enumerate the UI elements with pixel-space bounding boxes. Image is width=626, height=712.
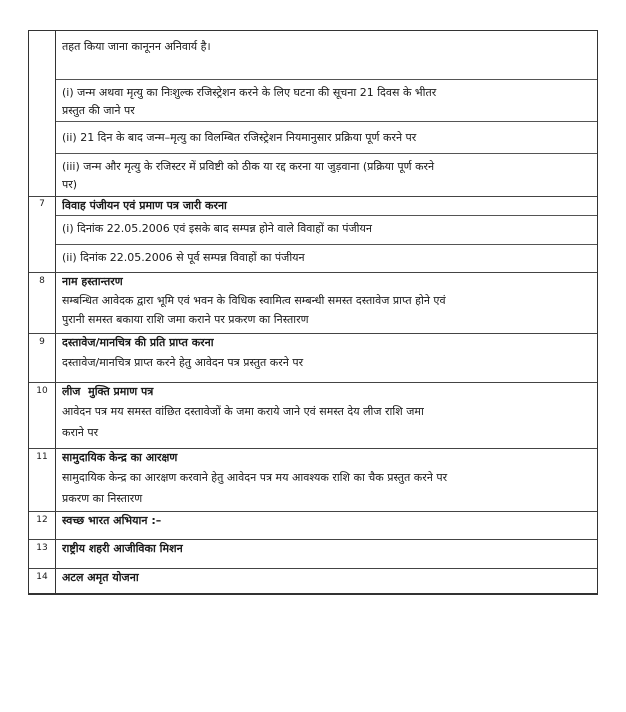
row-sub-item xyxy=(56,79,597,121)
row-title: सामुदायिक केन्द्र का आरक्षण xyxy=(62,451,178,464)
table-row xyxy=(29,448,597,511)
row-text: (ii) 21 दिन के बाद जन्म–मृत्यु का विलम्बित रजिस्ट्रेशन नियमानुसार प्रक्रिया पूर्ण करने पर xyxy=(62,131,417,144)
row-number: 10 xyxy=(29,383,56,448)
row-content xyxy=(56,273,597,333)
row-content xyxy=(56,540,597,568)
row-number: 8 xyxy=(29,273,56,333)
row-title: स्वच्छ भारत अभियान :– xyxy=(62,514,162,527)
row-title: लीज मुक्ति प्रमाण पत्र xyxy=(62,385,154,398)
row-text: दस्तावेज/मानचित्र प्राप्त करने हेतु आवेदन पत्र प्रस्तुत करने पर xyxy=(62,356,304,369)
row-text: (i) दिनांक 22.05.2006 एवं इसके बाद सम्पन्न होने वाले विवाहों का पंजीयन xyxy=(62,222,372,235)
services-table xyxy=(28,30,598,595)
row-content xyxy=(56,449,597,511)
row-text: कराने पर xyxy=(62,426,99,439)
row-content xyxy=(56,512,597,539)
row-content xyxy=(56,31,597,196)
row-text: (i) जन्म अथवा मृत्यु का निःशुल्क रजिस्ट्रेशन करने के लिए घटना की सूचना 21 दिवस के भीतर xyxy=(62,86,437,99)
table-row xyxy=(29,333,597,382)
row-sub-item xyxy=(56,31,597,79)
row-number: 12 xyxy=(29,512,56,539)
row-number: 13 xyxy=(29,540,56,568)
table-row xyxy=(29,272,597,333)
row-sub-item xyxy=(56,153,597,196)
row-text: पुरानी समस्त बकाया राशि जमा कराने पर प्रकरण का निस्तारण xyxy=(62,313,309,326)
row-content xyxy=(56,334,597,382)
row-number: 11 xyxy=(29,449,56,511)
row-text: (ii) दिनांक 22.05.2006 से पूर्व सम्पन्न विवाहों का पंजीयन xyxy=(62,251,305,264)
row-sub-item xyxy=(56,215,597,244)
row-text: प्रकरण का निस्तारण xyxy=(62,492,143,505)
row-content xyxy=(56,383,597,448)
table-row xyxy=(29,568,597,593)
row-text: आवेदन पत्र मय समस्त वांछित दस्तावेजों के जमा कराये जाने एवं समस्त देय लीज राशि जमा xyxy=(62,405,424,418)
row-text: तहत किया जाना कानूनन अनिवार्य है। xyxy=(62,40,211,53)
row-sub-item xyxy=(56,121,597,153)
row-title: नाम हस्तान्तरण xyxy=(62,275,123,288)
row-text: पर) xyxy=(62,178,78,191)
row-text: (iii) जन्म और मृत्यु के रजिस्टर में प्रविष्टी को ठीक या रद्द करना या जुड़वाना (प्रक्रिया पूर्ण करने xyxy=(62,160,435,173)
table-row xyxy=(29,31,597,196)
row-text: सामुदायिक केन्द्र का आरक्षण करवाने हेतु आवेदन पत्र मय आवश्यक राशि का चैक प्रस्तुत करने पर xyxy=(62,471,448,484)
row-number: 14 xyxy=(29,569,56,593)
row-title: विवाह पंजीयन एवं प्रमाण पत्र जारी करना xyxy=(62,199,227,212)
row-content xyxy=(56,569,597,593)
row-content xyxy=(56,197,597,272)
row-number: 9 xyxy=(29,334,56,382)
table-row xyxy=(29,511,597,539)
row-title: दस्तावेज/मानचित्र की प्रति प्राप्त करना xyxy=(62,336,214,349)
table-row xyxy=(29,196,597,272)
row-sub-item xyxy=(56,197,597,215)
table-row xyxy=(29,382,597,448)
row-title: राष्ट्रीय शहरी आजीविका मिशन xyxy=(62,542,183,555)
row-number: 7 xyxy=(29,197,56,272)
row-text: सम्बन्धित आवेदक द्वारा भूमि एवं भवन के विधिक स्वामित्व सम्बन्धी समस्त दस्तावेज प्राप्त होने एवं xyxy=(62,294,446,307)
row-text: प्रस्तुत की जाने पर xyxy=(62,104,135,117)
row-sub-item xyxy=(56,244,597,272)
table-row xyxy=(29,539,597,568)
row-number xyxy=(29,31,56,196)
row-title: अटल अमृत योजना xyxy=(62,571,139,584)
